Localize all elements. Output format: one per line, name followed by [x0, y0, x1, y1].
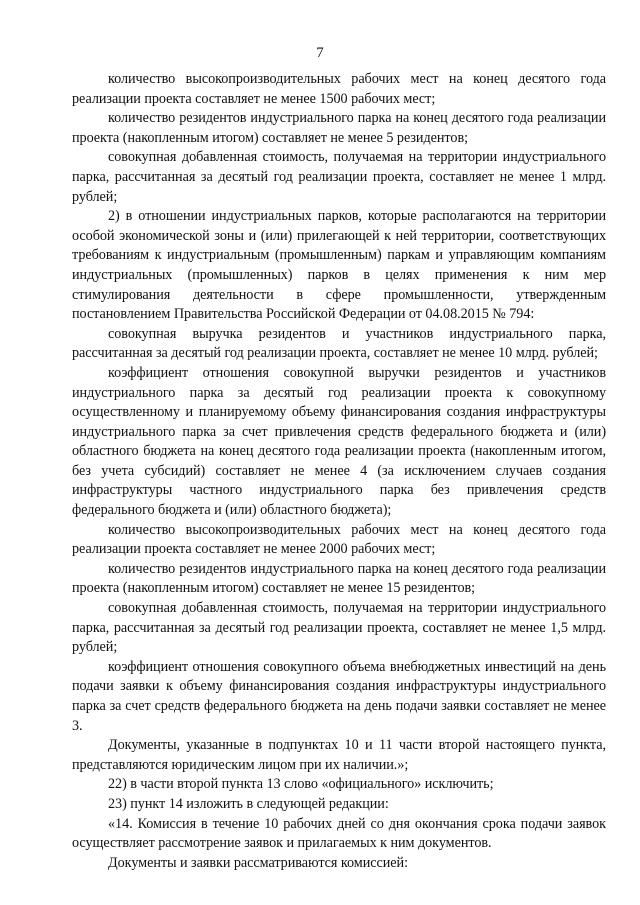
document-body	[72, 70, 606, 873]
paragraph: «14. Комиссия в течение 10 рабочих дней со дня окончания срока подачи заявок осуществляет рассмотрение заявок и прилагаемых к ним документов.	[72, 815, 606, 852]
paragraph: количество высокопроизводительных рабочих мест на конец десятого года реализации проекта составляет не менее 2000 рабочих мест;	[72, 521, 606, 558]
paragraph: совокупная добавленная стоимость, получаемая на территории индустриального парка, рассчитанная за десятый год реализации проекта, составляет не менее 1,5 млрд. рублей;	[72, 600, 606, 656]
paragraph: 23) пункт 14 изложить в следующей редакции:	[108, 795, 389, 812]
paragraph: Документы, указанные в подпунктах 10 и 11 части второй настоящего пункта, представляются юридическим лицом при их наличии.»;	[72, 737, 606, 773]
paragraph: совокупная выручка резидентов и участников индустриального парка, рассчитанная за десятый год реализации проекта, составляет не менее 10 млрд. рублей;	[72, 325, 606, 362]
page-number: 7	[316, 45, 324, 61]
paragraph: 2) в отношении индустриальных парков, которые располагаются на территории особой экономической зоны и (или) прилегающей к ней территории, соответствующих требованиям к индустриальным (промышленным) паркам и управляющим компаниям индустриальных (промышленных) парков в целях применения к ним мер стимулирования деятельности в сфере промышленности, утвержденным постановлением Правительства Российской Федерации от 04.08.2015 № 794:	[72, 208, 606, 323]
paragraph: количество высокопроизводительных рабочих мест на конец десятого года реализации проекта составляет не менее 1500 рабочих мест;	[72, 71, 606, 107]
paragraph: коэффициент отношения совокупного объема внебюджетных инвестиций на день подачи заявки к объему финансирования создания инфраструктуры индустриального парка за счет средств федерального бюджета на день подачи заявки составляет не менее 3.	[72, 658, 606, 734]
paragraph: количество резидентов индустриального парка на конец десятого года реализации проекта (накопленным итогом) составляет не менее 15 резидентов;	[72, 560, 606, 597]
paragraph: количество резидентов индустриального парка на конец десятого года реализации проекта (накопленным итогом) составляет не менее 5 резидентов;	[72, 110, 606, 146]
paragraph: 22) в части второй пункта 13 слово «официального» исключить;	[108, 776, 494, 793]
paragraph: коэффициент отношения совокупной выручки резидентов и участников индустриального парка за десятый год реализации проекта к совокупному осуществленному и планируемому объему финансирования создания инфраструктуры индустриального парка за счет привлечения средств федерального бюджета и (или) областного бюджета на конец десятого года реализации проекта (накопленным итогом, без учета субсидий) составляет не менее 4 (за исключением случаев создания инфраструктуры частного индустриального парка без привлечения средств федерального бюджета и (или) областного бюджета);	[72, 364, 606, 519]
paragraph: совокупная добавленная стоимость, получаемая на территории индустриального парка, рассчитанная за десятый год реализации проекта, составляет не менее 1 млрд. рублей;	[72, 149, 606, 205]
paragraph: Документы и заявки рассматриваются комиссией:	[108, 854, 408, 871]
